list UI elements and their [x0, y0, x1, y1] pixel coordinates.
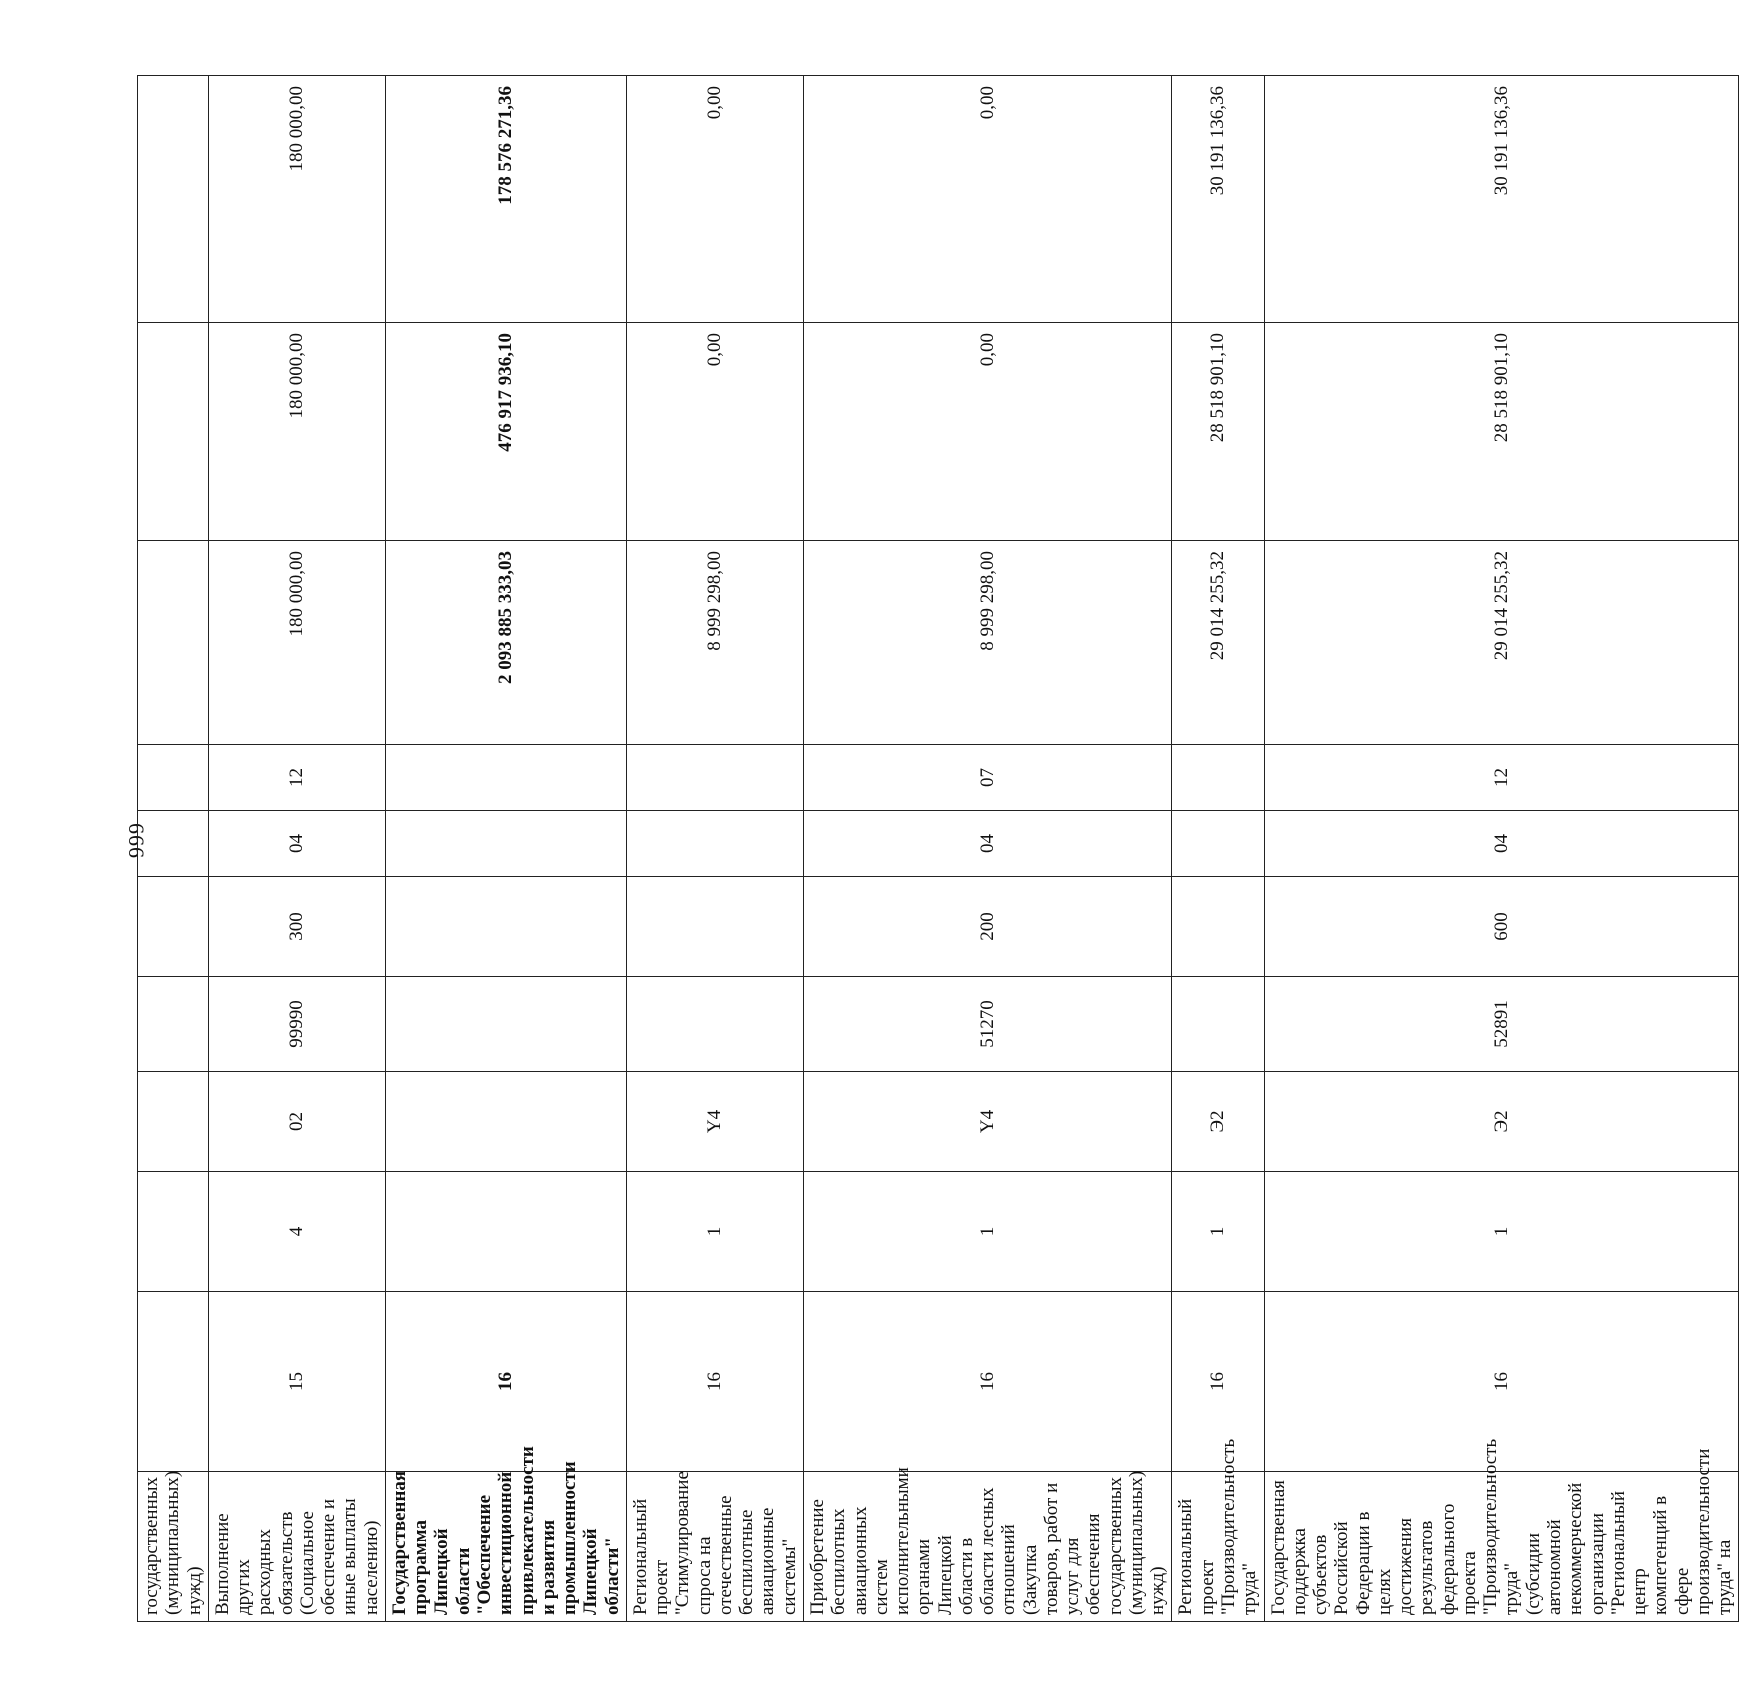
cell-col-7: 12	[208, 745, 385, 811]
cell-col-1: 16	[1264, 1292, 1739, 1472]
cell-col-4: 99990	[208, 977, 385, 1072]
cell-col-9: 180 000,00	[208, 323, 385, 541]
cell-col-4: 51270	[803, 977, 1172, 1072]
cell-col-10: 30 191 136,36	[1172, 76, 1264, 323]
rotated-table-wrapper	[137, 76, 1736, 1622]
budget-table	[137, 75, 1739, 1622]
cell-col-9: 28 518 901,10	[1172, 323, 1264, 541]
cell-col-8: 29 014 255,32	[1172, 541, 1264, 745]
cell-col-6: 04	[803, 811, 1172, 877]
cell-col-1: 16	[626, 1292, 803, 1472]
cell-col-1: 16	[803, 1292, 1172, 1472]
cell-col-3: 02	[208, 1072, 385, 1172]
cell-col-8: 8 999 298,00	[626, 541, 803, 745]
cell-direction	[138, 977, 209, 1072]
cell-col-2: 1	[803, 1172, 1172, 1292]
cell-col-2: 4	[208, 1172, 385, 1292]
cell-col-1: 16	[1172, 1292, 1264, 1472]
cell-col-7	[1172, 745, 1264, 811]
page-number: 666	[124, 823, 149, 859]
cell-col-5: 200	[803, 877, 1172, 977]
row-name: Государственная программа Липецкой области "Обеспечение инвестиционной привлекательности и развития промышленности Липецкой области"	[385, 1472, 626, 1622]
cell-col-3: Э2	[1264, 1072, 1739, 1172]
cell-col-9: 476 917 936,10	[385, 323, 626, 541]
cell-col-4: 52891	[1264, 977, 1739, 1072]
cell-col-10: 180 000,00	[208, 76, 385, 323]
cell-col-10: 0,00	[626, 76, 803, 323]
table-body	[138, 76, 1739, 1622]
cell-col-10: 30 191 136,36	[1264, 76, 1739, 323]
cell-col-8: 8 999 298,00	[803, 541, 1172, 745]
cell-subsection	[138, 1292, 209, 1472]
cell-col-2: 1	[1172, 1172, 1264, 1292]
cell-col-4	[385, 977, 626, 1072]
cell-col-10: 178 576 271,36	[385, 76, 626, 323]
cell-col-3: Y4	[626, 1072, 803, 1172]
cell-col-8: 29 014 255,32	[1264, 541, 1739, 745]
cell-col-6	[626, 811, 803, 877]
cell-col-5: 600	[1264, 877, 1739, 977]
cell-col-9: 28 518 901,10	[1264, 323, 1739, 541]
cell-col-7: 07	[803, 745, 1172, 811]
cell-col-7	[626, 745, 803, 811]
cell-col-9: 0,00	[626, 323, 803, 541]
cell-col-5	[626, 877, 803, 977]
row-name: Региональный проект "Стимулирование спроса на отечественные беспилотные авиационные системы"	[626, 1472, 803, 1622]
cell-col-4	[626, 977, 803, 1072]
cell-col-4	[1172, 977, 1264, 1072]
cell-amount-3	[138, 76, 209, 323]
row-name: государственных (муниципальных) нужд)	[138, 1472, 209, 1622]
cell-col-9: 0,00	[803, 323, 1172, 541]
table-row	[1172, 76, 1264, 1622]
cell-subsection-code	[138, 745, 209, 811]
table-row	[385, 76, 626, 1622]
row-name: Приобретение беспилотных авиационных систем исполнительными органами Липецкой области в области лесных отношений (Закупка товаров, работ и услуг для обеспечения государственных (муниципальных) нужд)	[803, 1472, 1172, 1622]
cell-col-7	[385, 745, 626, 811]
cell-col-5	[1172, 877, 1264, 977]
table-row	[626, 76, 803, 1622]
cell-col-3: Y4	[803, 1072, 1172, 1172]
cell-col-2	[385, 1172, 626, 1292]
table-row	[1264, 76, 1739, 1622]
row-name: Государственная поддержка субъектов Российской Федерации в целях достижения результатов федерального проекта "Производительность труда" (субсидии автономной некоммерческой организации "Региональный центр компетенций в сфере производительности труда" на	[1264, 1472, 1739, 1622]
table-row	[803, 76, 1172, 1622]
row-name: Региональный проект "Производительность труда"	[1172, 1472, 1264, 1622]
cell-col-1: 15	[208, 1292, 385, 1472]
cell-amount-2	[138, 323, 209, 541]
table-row	[138, 76, 209, 1622]
cell-col-5: 300	[208, 877, 385, 977]
cell-expense-type	[138, 877, 209, 977]
cell-col-6	[1172, 811, 1264, 877]
cell-col-3: Э2	[1172, 1072, 1264, 1172]
cell-col-8: 180 000,00	[208, 541, 385, 745]
cell-project	[138, 1072, 209, 1172]
cell-col-8: 2 093 885 333,03	[385, 541, 626, 745]
cell-col-6: 04	[1264, 811, 1739, 877]
cell-col-2: 1	[1264, 1172, 1739, 1292]
cell-col-6	[385, 811, 626, 877]
cell-col-2: 1	[626, 1172, 803, 1292]
cell-col-5	[385, 877, 626, 977]
cell-amount-1	[138, 541, 209, 745]
row-name: Выполнение других расходных обязательств (Социальное обеспечение и иные выплаты населению)	[208, 1472, 385, 1622]
cell-col-10: 0,00	[803, 76, 1172, 323]
cell-col-7: 12	[1264, 745, 1739, 811]
cell-col-1: 16	[385, 1292, 626, 1472]
table-row	[208, 76, 385, 1622]
cell-program	[138, 1172, 209, 1292]
cell-section	[138, 811, 209, 877]
cell-col-6: 04	[208, 811, 385, 877]
cell-col-3	[385, 1072, 626, 1172]
